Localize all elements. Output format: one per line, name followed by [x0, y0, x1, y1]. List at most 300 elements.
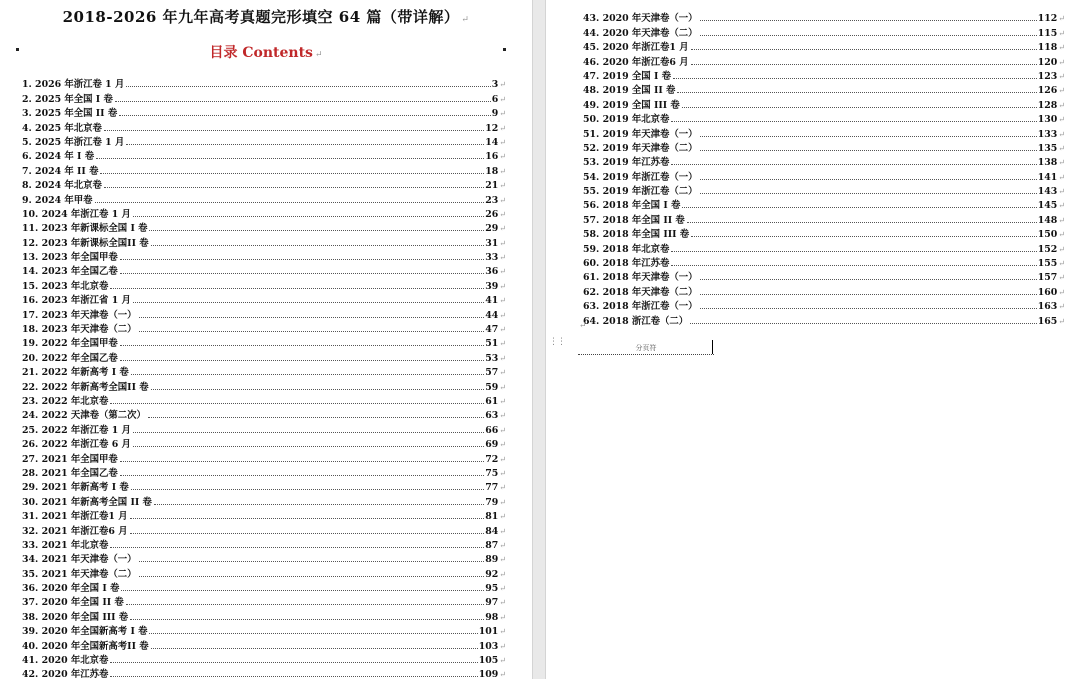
toc-entry[interactable] — [583, 125, 1065, 139]
toc-entry-page: 33 — [485, 252, 499, 264]
toc-entry[interactable] — [22, 249, 506, 263]
return-mark-icon: ↵ — [499, 80, 506, 90]
toc-entry-title: 56. 2018 年全国 I 卷 — [583, 200, 681, 212]
return-mark-icon: ↵ — [1058, 244, 1065, 254]
dot-leader — [133, 446, 484, 447]
dot-leader — [149, 633, 477, 634]
dot-leader — [95, 202, 485, 203]
dot-leader — [148, 417, 484, 418]
dot-leader — [139, 331, 485, 332]
dot-leader — [130, 619, 484, 620]
toc-entry-page: 14 — [485, 136, 499, 148]
return-mark-icon: ↵ — [1058, 172, 1065, 182]
dot-leader — [126, 86, 490, 87]
toc-entry-title: 63. 2018 年浙江卷（一） — [583, 301, 698, 313]
toc-entry-page: 101 — [478, 626, 499, 638]
dot-leader — [133, 432, 484, 433]
page-gutter — [532, 0, 546, 679]
toc-entry-title: 41. 2020 年北京卷 — [22, 655, 109, 667]
toc-entry-title: 25. 2022 年浙江卷 1 月 — [22, 424, 131, 436]
toc-entry-title: 27. 2021 年全国甲卷 — [22, 453, 118, 465]
return-mark-icon: ↵ — [499, 555, 506, 565]
toc-entry-page: 39 — [485, 280, 499, 292]
dot-leader — [677, 92, 1036, 93]
toc-entry[interactable] — [22, 105, 506, 119]
dot-leader — [121, 590, 484, 591]
dot-leader — [133, 216, 484, 217]
toc-entry[interactable] — [22, 349, 506, 363]
toc-entry-title: 48. 2019 全国 II 卷 — [583, 85, 676, 97]
toc-entry[interactable] — [22, 652, 506, 666]
toc-entry-title: 14. 2023 年全国乙卷 — [22, 266, 118, 278]
return-mark-icon: ↵ — [499, 656, 506, 666]
toc-entry[interactable] — [583, 82, 1065, 96]
return-mark-icon: ↵ — [499, 411, 506, 421]
dot-leader — [139, 317, 485, 318]
dot-leader — [700, 294, 1037, 295]
dot-leader — [120, 360, 484, 361]
toc-entry-page: 81 — [485, 511, 499, 523]
toc-entry-title: 10. 2024 年浙江卷 1 月 — [22, 208, 131, 220]
toc-entry[interactable] — [583, 240, 1065, 254]
toc-entry-page: 3 — [491, 79, 499, 91]
dot-leader — [151, 245, 485, 246]
toc-entry[interactable] — [22, 407, 506, 421]
toc-entry-title: 58. 2018 年全国 III 卷 — [583, 229, 690, 241]
dot-leader — [120, 273, 484, 274]
toc-entry-page: 75 — [485, 467, 499, 479]
page-break-marker — [578, 344, 714, 355]
toc-entry-page: 133 — [1037, 128, 1058, 140]
toc-entry-title: 29. 2021 年新高考 I 卷 — [22, 482, 129, 494]
return-mark-icon: ↵ — [499, 569, 506, 579]
toc-entry[interactable] — [583, 154, 1065, 168]
toc-entry-title: 1. 2026 年浙江卷 1 月 — [22, 79, 125, 91]
dot-leader — [671, 265, 1036, 266]
dot-leader — [120, 461, 484, 462]
dot-leader — [131, 489, 485, 490]
toc-entry-page: 21 — [485, 180, 499, 192]
toc-heading-text: 目录 Contents — [209, 45, 313, 61]
dot-leader — [691, 49, 1037, 50]
toc-entry-page: 148 — [1037, 214, 1058, 226]
dot-leader — [690, 323, 1037, 324]
toc-entry-page: 115 — [1037, 27, 1058, 39]
toc-entry[interactable] — [583, 183, 1065, 197]
toc-entry-title: 12. 2023 年新课标全国II 卷 — [22, 237, 149, 249]
toc-entry[interactable] — [22, 551, 506, 565]
toc-entry-title: 17. 2023 年天津卷（一） — [22, 309, 137, 321]
return-mark-icon: ↵ — [499, 281, 506, 291]
dot-leader — [110, 288, 484, 289]
return-mark-icon: ↵ — [499, 468, 506, 478]
toc-entry-page: 9 — [491, 108, 499, 120]
toc-entry-page: 138 — [1037, 157, 1058, 169]
dot-leader — [104, 130, 484, 131]
toc-entry[interactable] — [583, 211, 1065, 225]
toc-entry[interactable] — [22, 76, 506, 90]
toc-entry[interactable] — [22, 148, 506, 162]
return-mark-icon: ↵ — [1058, 316, 1065, 326]
dot-leader — [115, 101, 491, 102]
toc-entry[interactable] — [22, 378, 506, 392]
return-mark-icon: ↵ — [499, 152, 506, 162]
return-mark-icon: ↵ — [499, 310, 506, 320]
paragraph-mark-icon: ↵ — [314, 50, 323, 60]
toc-entry[interactable] — [22, 537, 506, 551]
toc-entry[interactable] — [583, 283, 1065, 297]
dot-leader — [154, 504, 484, 505]
toc-entry-title: 64. 2018 浙江卷（二） — [583, 315, 689, 327]
dot-leader — [130, 533, 485, 534]
return-mark-icon: ↵ — [499, 166, 506, 176]
toc-entry-title: 42. 2020 年江苏卷 — [22, 669, 109, 679]
dot-leader — [126, 604, 485, 605]
toc-entry[interactable] — [583, 226, 1065, 240]
return-mark-icon: ↵ — [499, 339, 506, 349]
toc-entry-page: 123 — [1037, 70, 1058, 82]
toc-entry[interactable] — [22, 450, 506, 464]
return-mark-icon: ↵ — [499, 598, 506, 608]
return-mark-icon: ↵ — [1058, 28, 1065, 38]
dot-leader — [700, 35, 1037, 36]
dot-leader — [120, 345, 484, 346]
toc-entry-page: 84 — [485, 525, 499, 537]
toc-entry[interactable] — [22, 479, 506, 493]
return-mark-icon: ↵ — [499, 454, 506, 464]
toc-entry[interactable] — [583, 269, 1065, 283]
dot-leader — [682, 107, 1037, 108]
toc-entry[interactable] — [22, 364, 506, 378]
toc-entry-title: 51. 2019 年天津卷（一） — [583, 128, 698, 140]
toc-entry-page: 53 — [485, 352, 499, 364]
toc-entry-title: 47. 2019 全国 I 卷 — [583, 70, 671, 82]
return-mark-icon: ↵ — [499, 238, 506, 248]
dot-leader — [139, 561, 485, 562]
toc-entry[interactable] — [22, 637, 506, 651]
toc-entry[interactable] — [22, 608, 506, 622]
return-mark-icon: ↵ — [1058, 143, 1065, 153]
toc-entry-title: 36. 2020 年全国 I 卷 — [22, 583, 120, 595]
toc-entry-title: 45. 2020 年浙江卷1 月 — [583, 42, 689, 54]
toc-entry[interactable] — [583, 168, 1065, 182]
toc-entry-title: 59. 2018 年北京卷 — [583, 243, 670, 255]
toc-entry-title: 2. 2025 年全国 I 卷 — [22, 93, 113, 105]
dot-leader — [126, 144, 484, 145]
toc-entry[interactable] — [583, 197, 1065, 211]
toc-entry-page: 95 — [485, 583, 499, 595]
drag-handle-icon[interactable]: ⋮⋮ — [549, 337, 565, 347]
toc-entry[interactable] — [583, 53, 1065, 67]
toc-entry-page: 87 — [485, 539, 499, 551]
toc-entry-title: 18. 2023 年天津卷（二） — [22, 324, 137, 336]
return-mark-icon: ↵ — [499, 224, 506, 234]
toc-entry[interactable] — [22, 90, 506, 104]
toc-entry-page: 118 — [1037, 42, 1058, 54]
toc-entry-title: 23. 2022 年北京卷 — [22, 395, 109, 407]
toc-entry-title: 28. 2021 年全国乙卷 — [22, 467, 118, 479]
dot-leader — [120, 475, 484, 476]
dot-leader — [671, 121, 1036, 122]
toc-entry-page: 44 — [485, 309, 499, 321]
dot-leader — [700, 20, 1037, 21]
dot-leader — [100, 173, 484, 174]
return-mark-icon: ↵ — [1058, 57, 1065, 67]
toc-entry-page: 36 — [485, 266, 499, 278]
dot-leader — [691, 236, 1037, 237]
toc-entry[interactable] — [583, 298, 1065, 312]
toc-entry[interactable] — [22, 565, 506, 579]
toc-entry-title: 40. 2020 年全国新高考II 卷 — [22, 640, 149, 652]
return-mark-icon: ↵ — [499, 382, 506, 392]
toc-entry-title: 55. 2019 年浙江卷（二） — [583, 186, 698, 198]
return-mark-icon: ↵ — [499, 123, 506, 133]
text-cursor — [712, 340, 713, 354]
toc-entry[interactable] — [22, 191, 506, 205]
toc-entry-page: 59 — [485, 381, 499, 393]
return-mark-icon: ↵ — [499, 181, 506, 191]
toc-entry-page: 41 — [485, 295, 499, 307]
toc-entry-page: 47 — [485, 324, 499, 336]
dot-leader — [96, 158, 484, 159]
toc-entry-page: 31 — [485, 237, 499, 249]
toc-entry[interactable] — [22, 623, 506, 637]
return-mark-icon: ↵ — [1058, 158, 1065, 168]
toc-entry-title: 8. 2024 年北京卷 — [22, 180, 102, 192]
toc-entry-page: 112 — [1037, 13, 1058, 25]
toc-entry-page: 160 — [1037, 286, 1058, 298]
document-page-right[interactable] — [546, 0, 1080, 679]
dot-leader — [119, 115, 491, 116]
toc-entry[interactable] — [22, 119, 506, 133]
return-mark-icon: ↵ — [499, 483, 506, 493]
paragraph-mark-icon: ↵ — [579, 321, 587, 331]
toc-entry-page: 16 — [485, 151, 499, 163]
toc-entry-title: 52. 2019 年天津卷（二） — [583, 142, 698, 154]
toc-entry[interactable] — [22, 134, 506, 148]
toc-entry-title: 4. 2025 年北京卷 — [22, 122, 102, 134]
return-mark-icon: ↵ — [499, 612, 506, 622]
toc-entry[interactable] — [583, 68, 1065, 82]
return-mark-icon: ↵ — [499, 209, 506, 219]
toc-entry-title: 30. 2021 年新高考全国 II 卷 — [22, 496, 152, 508]
toc-entry-title: 44. 2020 年天津卷（二） — [583, 27, 698, 39]
return-mark-icon: ↵ — [499, 425, 506, 435]
toc-entry[interactable] — [22, 393, 506, 407]
toc-entry-page: 26 — [485, 208, 499, 220]
return-mark-icon: ↵ — [1058, 71, 1065, 81]
toc-entry-title: 46. 2020 年浙江卷6 月 — [583, 56, 689, 68]
toc-entry[interactable] — [583, 255, 1065, 269]
toc-entry-page: 126 — [1037, 85, 1058, 97]
toc-list-right — [583, 10, 1065, 327]
toc-entry-page: 69 — [485, 439, 499, 451]
toc-entry-page: 61 — [485, 395, 499, 407]
return-mark-icon: ↵ — [499, 396, 506, 406]
dot-leader — [700, 193, 1037, 194]
dot-leader — [133, 302, 484, 303]
toc-entry[interactable] — [22, 263, 506, 277]
toc-entry[interactable] — [22, 421, 506, 435]
toc-entry-title: 57. 2018 年全国 II 卷 — [583, 214, 685, 226]
toc-entry-page: 63 — [485, 410, 499, 422]
toc-entry-page: 51 — [485, 338, 499, 350]
toc-entry-page: 29 — [485, 223, 499, 235]
toc-entry-page: 109 — [478, 669, 499, 679]
toc-entry[interactable] — [22, 465, 506, 479]
toc-entry-page: 141 — [1037, 171, 1058, 183]
return-mark-icon: ↵ — [499, 137, 506, 147]
toc-entry-title: 31. 2021 年浙江卷1 月 — [22, 511, 128, 523]
toc-entry-title: 6. 2024 年 I 卷 — [22, 151, 95, 163]
return-mark-icon: ↵ — [1058, 302, 1065, 312]
toc-entry-title: 49. 2019 全国 III 卷 — [583, 99, 680, 111]
paragraph-mark-icon: ↵ — [461, 15, 470, 25]
return-mark-icon: ↵ — [499, 627, 506, 637]
toc-entry-title: 54. 2019 年浙江卷（一） — [583, 171, 698, 183]
return-mark-icon: ↵ — [499, 195, 506, 205]
toc-entry-title: 24. 2022 天津卷（第二次） — [22, 410, 146, 422]
toc-entry-page: 23 — [485, 194, 499, 206]
toc-entry-title: 7. 2024 年 II 卷 — [22, 165, 99, 177]
toc-entry-title: 33. 2021 年北京卷 — [22, 539, 109, 551]
dot-leader — [687, 222, 1037, 223]
toc-entry-page: 165 — [1037, 315, 1058, 327]
dot-leader — [130, 518, 485, 519]
toc-entry[interactable] — [583, 24, 1065, 38]
toc-entry-page: 120 — [1037, 56, 1058, 68]
return-mark-icon: ↵ — [499, 94, 506, 104]
toc-entry[interactable] — [22, 292, 506, 306]
toc-entry-title: 62. 2018 年天津卷（二） — [583, 286, 698, 298]
page-break-label: 分页符 — [635, 344, 657, 352]
toc-entry-title: 26. 2022 年浙江卷 6 月 — [22, 439, 131, 451]
toc-entry[interactable] — [22, 594, 506, 608]
toc-entry[interactable] — [583, 111, 1065, 125]
toc-entry-page: 128 — [1037, 99, 1058, 111]
dot-leader — [700, 150, 1037, 151]
toc-entry[interactable] — [22, 177, 506, 191]
toc-entry[interactable] — [583, 96, 1065, 110]
toc-list-left — [22, 76, 506, 679]
dot-leader — [110, 676, 477, 677]
return-mark-icon: ↵ — [1058, 86, 1065, 96]
toc-entry[interactable] — [583, 10, 1065, 24]
document-title-text: 2018-2026 年九年高考真题完形填空 64 篇（带详解） — [62, 8, 460, 26]
toc-entry-title: 19. 2022 年全国甲卷 — [22, 338, 118, 350]
toc-entry-title: 38. 2020 年全国 III 卷 — [22, 611, 129, 623]
return-mark-icon: ↵ — [499, 253, 506, 263]
toc-heading — [0, 42, 532, 62]
toc-entry-page: 79 — [485, 496, 499, 508]
toc-entry-title: 21. 2022 年新高考 I 卷 — [22, 367, 129, 379]
toc-entry[interactable] — [22, 580, 506, 594]
toc-entry[interactable] — [583, 39, 1065, 53]
toc-entry-title: 35. 2021 年天津卷（二） — [22, 568, 137, 580]
dot-leader — [700, 279, 1037, 280]
toc-entry-title: 22. 2022 年新高考全国II 卷 — [22, 381, 149, 393]
toc-entry[interactable] — [22, 306, 506, 320]
toc-entry[interactable] — [22, 321, 506, 335]
dot-leader — [700, 179, 1037, 180]
toc-entry-page: 89 — [485, 554, 499, 566]
toc-entry-title: 61. 2018 年天津卷（一） — [583, 272, 698, 284]
dot-leader — [682, 207, 1036, 208]
dot-leader — [700, 308, 1037, 309]
dot-leader — [139, 576, 485, 577]
dot-leader — [671, 164, 1036, 165]
dot-leader — [673, 78, 1037, 79]
toc-entry[interactable] — [22, 162, 506, 176]
toc-entry-page: 66 — [485, 424, 499, 436]
return-mark-icon: ↵ — [499, 368, 506, 378]
toc-entry[interactable] — [22, 666, 506, 679]
return-mark-icon: ↵ — [499, 641, 506, 651]
toc-entry[interactable] — [22, 277, 506, 291]
toc-entry-title: 13. 2023 年全国甲卷 — [22, 252, 118, 264]
toc-entry[interactable] — [583, 140, 1065, 154]
toc-entry-title: 32. 2021 年浙江卷6 月 — [22, 525, 128, 537]
toc-entry-title: 3. 2025 年全国 II 卷 — [22, 108, 118, 120]
toc-entry-page: 92 — [485, 568, 499, 580]
dot-leader — [671, 251, 1036, 252]
toc-entry-title: 37. 2020 年全国 II 卷 — [22, 597, 124, 609]
toc-entry-page: 18 — [485, 165, 499, 177]
dot-leader — [151, 648, 478, 649]
toc-entry[interactable] — [22, 493, 506, 507]
return-mark-icon: ↵ — [499, 670, 506, 679]
dot-leader — [131, 374, 485, 375]
toc-entry-page: 77 — [485, 482, 499, 494]
toc-entry-page: 57 — [485, 367, 499, 379]
toc-entry[interactable] — [22, 234, 506, 248]
toc-entry[interactable] — [22, 508, 506, 522]
toc-entry-title: 43. 2020 年天津卷（一） — [583, 13, 698, 25]
toc-entry-page: 163 — [1037, 301, 1058, 313]
toc-entry-page: 157 — [1037, 272, 1058, 284]
return-mark-icon: ↵ — [499, 267, 506, 277]
return-mark-icon: ↵ — [499, 109, 506, 119]
toc-entry[interactable] — [22, 335, 506, 349]
toc-entry-page: 12 — [485, 122, 499, 134]
dot-leader — [149, 230, 484, 231]
return-mark-icon: ↵ — [1058, 201, 1065, 211]
return-mark-icon: ↵ — [499, 512, 506, 522]
toc-entry-title: 34. 2021 年天津卷（一） — [22, 554, 137, 566]
return-mark-icon: ↵ — [1058, 14, 1065, 24]
toc-entry-title: 53. 2019 年江苏卷 — [583, 157, 670, 169]
toc-entry-page: 145 — [1037, 200, 1058, 212]
dot-leader — [104, 187, 484, 188]
return-mark-icon: ↵ — [1058, 129, 1065, 139]
toc-entry[interactable] — [22, 522, 506, 536]
return-mark-icon: ↵ — [1058, 259, 1065, 269]
toc-entry-page: 103 — [478, 640, 499, 652]
toc-entry-title: 9. 2024 年甲卷 — [22, 194, 93, 206]
toc-entry[interactable] — [22, 206, 506, 220]
toc-entry[interactable] — [22, 436, 506, 450]
return-mark-icon: ↵ — [1058, 100, 1065, 110]
return-mark-icon: ↵ — [1058, 230, 1065, 240]
return-mark-icon: ↵ — [499, 440, 506, 450]
toc-entry[interactable] — [22, 220, 506, 234]
return-mark-icon: ↵ — [499, 325, 506, 335]
toc-entry-page: 97 — [485, 597, 499, 609]
toc-entry[interactable] — [583, 312, 1065, 326]
return-mark-icon: ↵ — [1058, 187, 1065, 197]
document-page-left[interactable] — [0, 0, 532, 679]
dot-leader — [151, 389, 485, 390]
